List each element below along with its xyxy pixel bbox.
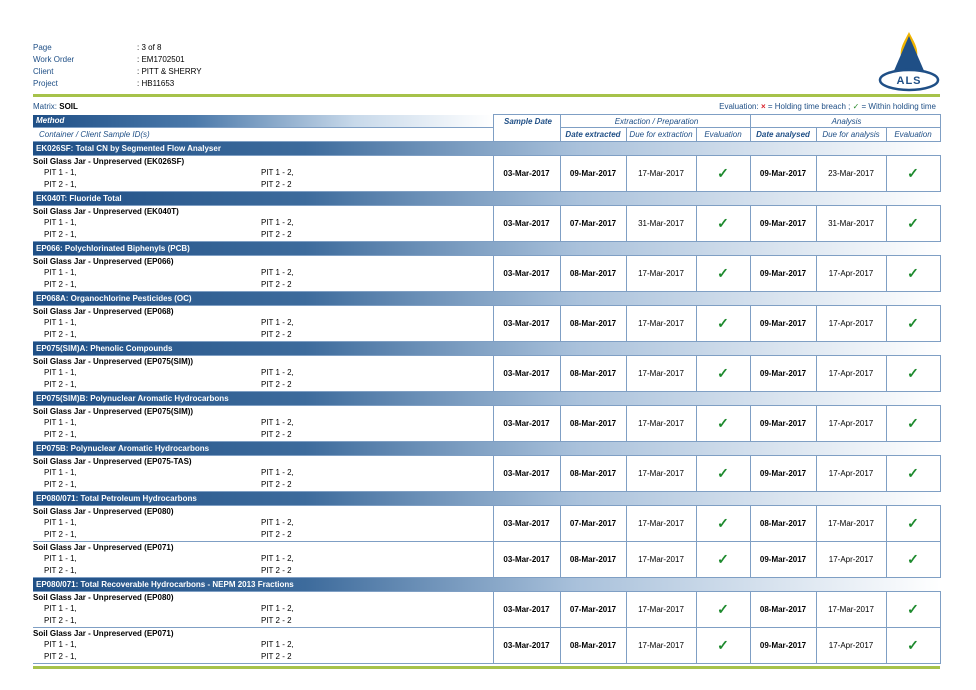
sample-id: PIT 1 - 1, <box>44 604 77 613</box>
date-extracted-cell: 08-Mar-2017 <box>560 628 626 664</box>
evaluation-cell <box>696 592 750 628</box>
method-group-row <box>33 292 940 306</box>
date-extracted-cell: 08-Mar-2017 <box>560 306 626 342</box>
sample-id: PIT 2 - 2 <box>261 430 292 439</box>
header-row-client <box>33 66 202 78</box>
sample-date-cell: 03-Mar-2017 <box>493 406 560 442</box>
sample-date-cell: 03-Mar-2017 <box>493 156 560 192</box>
date-analysed-cell: 08-Mar-2017 <box>750 592 816 628</box>
container-name: Soil Glass Jar - Unpreserved (EP080) <box>33 593 174 602</box>
sample-date-cell: 03-Mar-2017 <box>493 592 560 628</box>
sample-id-line <box>33 279 493 291</box>
sample-id: PIT 1 - 2, <box>261 518 294 527</box>
column-header-row-2 <box>33 128 940 142</box>
container-cell <box>33 306 493 342</box>
sample-id: PIT 2 - 1, <box>44 280 77 289</box>
sample-id: PIT 2 - 2 <box>261 180 292 189</box>
container-cell <box>33 456 493 492</box>
sample-date-cell: 03-Mar-2017 <box>493 356 560 392</box>
sample-id: PIT 2 - 2 <box>261 616 292 625</box>
sample-id: PIT 2 - 1, <box>44 430 77 439</box>
check-icon: ✓ <box>907 215 919 231</box>
due-extraction-header: Due for extraction <box>626 128 696 142</box>
sample-date-cell: 03-Mar-2017 <box>493 256 560 292</box>
container-cell <box>33 628 493 664</box>
date-extracted-header: Date extracted <box>560 128 626 142</box>
sample-id-line <box>33 479 493 491</box>
matrix-label <box>33 102 78 111</box>
sample-id: PIT 1 - 1, <box>44 640 77 649</box>
due-analysis-cell: 17-Mar-2017 <box>816 506 886 542</box>
check-icon: ✓ <box>852 102 860 111</box>
method-header: Method <box>33 115 493 128</box>
method-group-row <box>33 392 940 406</box>
legend-within-text: = Within holding time <box>861 102 936 111</box>
container-name: Soil Glass Jar - Unpreserved (EP066) <box>33 257 174 266</box>
sample-id-line <box>33 553 493 565</box>
sample-id: PIT 1 - 1, <box>44 268 77 277</box>
sample-id-line <box>33 229 493 241</box>
date-extracted-cell: 08-Mar-2017 <box>560 542 626 578</box>
method-group-row <box>33 242 940 256</box>
sample-row <box>33 356 940 392</box>
sample-id: PIT 1 - 2, <box>261 640 294 649</box>
evaluation-cell <box>696 206 750 242</box>
check-icon: ✓ <box>717 165 729 181</box>
container-cell <box>33 592 493 628</box>
due-analysis-cell: 17-Mar-2017 <box>816 592 886 628</box>
evaluation-cell <box>696 356 750 392</box>
date-extracted-cell: 08-Mar-2017 <box>560 356 626 392</box>
date-extracted-cell: 07-Mar-2017 <box>560 592 626 628</box>
check-icon: ✓ <box>717 601 729 617</box>
due-analysis-cell: 17-Apr-2017 <box>816 456 886 492</box>
evaluation-cell <box>696 628 750 664</box>
evaluation-cell <box>696 542 750 578</box>
evaluation-cell <box>886 592 940 628</box>
date-analysed-cell: 08-Mar-2017 <box>750 506 816 542</box>
container-cell <box>33 542 493 578</box>
header-value: : EM1702501 <box>137 54 185 66</box>
evaluation-cell <box>886 156 940 192</box>
check-icon: ✓ <box>717 365 729 381</box>
check-icon: ✓ <box>907 165 919 181</box>
due-extraction-cell: 17-Mar-2017 <box>626 156 696 192</box>
method-name: EK026SF: Total CN by Segmented Flow Analyser <box>33 142 940 156</box>
header-label: Client <box>33 67 54 76</box>
date-extracted-cell: 08-Mar-2017 <box>560 406 626 442</box>
sample-id: PIT 1 - 2, <box>261 218 294 227</box>
sample-id-line <box>33 429 493 441</box>
evaluation-cell <box>886 542 940 578</box>
evaluation-header: Evaluation <box>696 128 750 142</box>
holding-time-table <box>33 114 940 664</box>
due-analysis-cell: 17-Apr-2017 <box>816 628 886 664</box>
sample-id: PIT 2 - 2 <box>261 566 292 575</box>
evaluation-cell <box>886 628 940 664</box>
sample-id: PIT 1 - 2, <box>261 268 294 277</box>
column-header-row-1 <box>33 115 940 128</box>
method-group-row <box>33 492 940 506</box>
date-analysed-cell: 09-Mar-2017 <box>750 306 816 342</box>
method-group-row <box>33 142 940 156</box>
check-icon: ✓ <box>907 465 919 481</box>
sample-id: PIT 1 - 2, <box>261 368 294 377</box>
method-name: EP066: Polychlorinated Biphenyls (PCB) <box>33 242 940 256</box>
evaluation-cell <box>696 406 750 442</box>
check-icon: ✓ <box>907 515 919 531</box>
date-extracted-cell: 08-Mar-2017 <box>560 256 626 292</box>
header-row-page <box>33 42 202 54</box>
due-extraction-cell: 31-Mar-2017 <box>626 206 696 242</box>
sample-id-line <box>33 329 493 341</box>
container-cell <box>33 206 493 242</box>
sample-id: PIT 2 - 1, <box>44 616 77 625</box>
check-icon: ✓ <box>907 365 919 381</box>
container-cell <box>33 406 493 442</box>
container-cell <box>33 506 493 542</box>
method-name: EP080/071: Total Petroleum Hydrocarbons <box>33 492 940 506</box>
due-analysis-cell: 31-Mar-2017 <box>816 206 886 242</box>
check-icon: ✓ <box>907 601 919 617</box>
date-analysed-cell: 09-Mar-2017 <box>750 206 816 242</box>
sample-id: PIT 1 - 1, <box>44 418 77 427</box>
sample-id: PIT 2 - 1, <box>44 566 77 575</box>
container-name: Soil Glass Jar - Unpreserved (EK040T) <box>33 207 179 216</box>
sample-id-line <box>33 467 493 479</box>
sample-id: PIT 1 - 1, <box>44 168 77 177</box>
sample-row <box>33 206 940 242</box>
sample-id: PIT 2 - 2 <box>261 530 292 539</box>
check-icon: ✓ <box>717 265 729 281</box>
sample-id: PIT 2 - 1, <box>44 230 77 239</box>
evaluation-header: Evaluation <box>886 128 940 142</box>
date-extracted-cell: 07-Mar-2017 <box>560 206 626 242</box>
analysis-group-header: Analysis <box>750 115 940 128</box>
container-name: Soil Glass Jar - Unpreserved (EK026SF) <box>33 157 185 166</box>
date-analysed-cell: 09-Mar-2017 <box>750 256 816 292</box>
header-row-work-order <box>33 54 202 66</box>
extraction-group-header: Extraction / Preparation <box>560 115 750 128</box>
sample-date-cell: 03-Mar-2017 <box>493 306 560 342</box>
sample-id: PIT 1 - 1, <box>44 368 77 377</box>
method-group-row <box>33 578 940 592</box>
matrix-caption: Matrix: <box>33 102 57 111</box>
als-logo <box>878 30 940 92</box>
container-cell <box>33 356 493 392</box>
sample-id: PIT 2 - 1, <box>44 180 77 189</box>
top-rule <box>33 94 940 97</box>
sample-id-line <box>33 179 493 191</box>
method-group-row <box>33 342 940 356</box>
due-extraction-cell: 17-Mar-2017 <box>626 506 696 542</box>
sample-id-line <box>33 167 493 179</box>
check-icon: ✓ <box>907 265 919 281</box>
legend-prefix: Evaluation: <box>719 102 759 111</box>
evaluation-cell <box>696 156 750 192</box>
sample-id: PIT 2 - 1, <box>44 652 77 661</box>
container-cell <box>33 156 493 192</box>
sample-id: PIT 1 - 2, <box>261 318 294 327</box>
method-group-row <box>33 192 940 206</box>
container-name: Soil Glass Jar - Unpreserved (EP075(SIM)) <box>33 357 194 366</box>
date-analysed-cell: 09-Mar-2017 <box>750 628 816 664</box>
header-value: : PITT & SHERRY <box>137 66 202 78</box>
sample-date-cell: 03-Mar-2017 <box>493 506 560 542</box>
evaluation-cell <box>886 206 940 242</box>
sample-date-cell: 03-Mar-2017 <box>493 542 560 578</box>
check-icon: ✓ <box>717 551 729 567</box>
method-group-row <box>33 442 940 456</box>
sample-id-line <box>33 217 493 229</box>
sample-row <box>33 506 940 542</box>
evaluation-cell <box>696 306 750 342</box>
header-value: : HB11653 <box>137 78 174 90</box>
sample-date-cell: 03-Mar-2017 <box>493 456 560 492</box>
evaluation-cell <box>696 456 750 492</box>
sample-id-line <box>33 367 493 379</box>
sample-id: PIT 1 - 1, <box>44 468 77 477</box>
sample-id: PIT 2 - 2 <box>261 652 292 661</box>
sample-row <box>33 406 940 442</box>
method-name: EP075B: Polynuclear Aromatic Hydrocarbons <box>33 442 940 456</box>
container-header: Container / Client Sample ID(s) <box>33 128 493 142</box>
header-label: Page <box>33 43 52 52</box>
check-icon: ✓ <box>907 551 919 567</box>
sample-id-line <box>33 651 493 663</box>
container-name: Soil Glass Jar - Unpreserved (EP071) <box>33 629 174 638</box>
sample-id: PIT 2 - 2 <box>261 380 292 389</box>
due-analysis-cell: 17-Apr-2017 <box>816 542 886 578</box>
sample-id: PIT 1 - 2, <box>261 554 294 563</box>
sample-id: PIT 2 - 2 <box>261 480 292 489</box>
sample-id: PIT 2 - 1, <box>44 380 77 389</box>
sample-row <box>33 256 940 292</box>
evaluation-cell <box>886 256 940 292</box>
evaluation-cell <box>696 256 750 292</box>
date-analysed-cell: 09-Mar-2017 <box>750 542 816 578</box>
due-analysis-cell: 23-Mar-2017 <box>816 156 886 192</box>
sample-id-line <box>33 639 493 651</box>
sample-id: PIT 1 - 2, <box>261 468 294 477</box>
sample-row <box>33 542 940 578</box>
date-analysed-cell: 09-Mar-2017 <box>750 356 816 392</box>
logo-text: ALS <box>896 75 922 87</box>
sample-id-line <box>33 417 493 429</box>
date-extracted-cell: 09-Mar-2017 <box>560 156 626 192</box>
sample-id-line <box>33 565 493 577</box>
container-cell <box>33 256 493 292</box>
sample-date-cell: 03-Mar-2017 <box>493 628 560 664</box>
header-label: Work Order <box>33 55 75 64</box>
due-extraction-cell: 17-Mar-2017 <box>626 406 696 442</box>
breach-icon: × <box>760 102 766 111</box>
check-icon: ✓ <box>717 465 729 481</box>
method-name: EP080/071: Total Recoverable Hydrocarbons - NEPM 2013 Fractions <box>33 578 940 592</box>
method-name: EP068A: Organochlorine Pesticides (OC) <box>33 292 940 306</box>
due-extraction-cell: 17-Mar-2017 <box>626 542 696 578</box>
container-name: Soil Glass Jar - Unpreserved (EP071) <box>33 543 174 552</box>
sample-id-line <box>33 517 493 529</box>
due-extraction-cell: 17-Mar-2017 <box>626 256 696 292</box>
due-analysis-cell: 17-Apr-2017 <box>816 406 886 442</box>
sample-id: PIT 1 - 2, <box>261 604 294 613</box>
date-analysed-header: Date analysed <box>750 128 816 142</box>
sample-id: PIT 1 - 2, <box>261 418 294 427</box>
method-name: EK040T: Fluoride Total <box>33 192 940 206</box>
sample-row <box>33 592 940 628</box>
due-extraction-cell: 17-Mar-2017 <box>626 592 696 628</box>
sample-id-line <box>33 317 493 329</box>
date-extracted-cell: 08-Mar-2017 <box>560 456 626 492</box>
due-extraction-cell: 17-Mar-2017 <box>626 456 696 492</box>
date-analysed-cell: 09-Mar-2017 <box>750 406 816 442</box>
sample-id: PIT 2 - 1, <box>44 480 77 489</box>
date-analysed-cell: 09-Mar-2017 <box>750 156 816 192</box>
sample-id: PIT 2 - 2 <box>261 230 292 239</box>
container-name: Soil Glass Jar - Unpreserved (EP080) <box>33 507 174 516</box>
evaluation-cell <box>696 506 750 542</box>
sample-id: PIT 1 - 2, <box>261 168 294 177</box>
evaluation-cell <box>886 306 940 342</box>
sample-id-line <box>33 603 493 615</box>
sample-row <box>33 156 940 192</box>
sample-id: PIT 2 - 2 <box>261 330 292 339</box>
evaluation-cell <box>886 356 940 392</box>
sample-row <box>33 456 940 492</box>
sample-date-cell: 03-Mar-2017 <box>493 206 560 242</box>
due-analysis-cell: 17-Apr-2017 <box>816 256 886 292</box>
method-name: EP075(SIM)B: Polynuclear Aromatic Hydrocarbons <box>33 392 940 406</box>
sample-id: PIT 1 - 1, <box>44 318 77 327</box>
method-name: EP075(SIM)A: Phenolic Compounds <box>33 342 940 356</box>
check-icon: ✓ <box>717 637 729 653</box>
check-icon: ✓ <box>717 315 729 331</box>
sample-id: PIT 2 - 2 <box>261 280 292 289</box>
bottom-rule <box>33 666 940 669</box>
sample-id-line <box>33 615 493 627</box>
check-icon: ✓ <box>717 415 729 431</box>
header-label: Project <box>33 79 58 88</box>
header-value: : 3 of 8 <box>137 42 161 54</box>
sample-id: PIT 2 - 1, <box>44 530 77 539</box>
check-icon: ✓ <box>907 315 919 331</box>
container-name: Soil Glass Jar - Unpreserved (EP075-TAS) <box>33 457 192 466</box>
check-icon: ✓ <box>717 215 729 231</box>
sample-id: PIT 2 - 1, <box>44 330 77 339</box>
sample-id-line <box>33 529 493 541</box>
sample-id: PIT 1 - 1, <box>44 218 77 227</box>
evaluation-cell <box>886 406 940 442</box>
sample-row <box>33 306 940 342</box>
date-analysed-cell: 09-Mar-2017 <box>750 456 816 492</box>
sample-id-line <box>33 379 493 391</box>
sample-row <box>33 628 940 664</box>
evaluation-cell <box>886 506 940 542</box>
due-analysis-cell: 17-Apr-2017 <box>816 306 886 342</box>
container-name: Soil Glass Jar - Unpreserved (EP068) <box>33 307 174 316</box>
legend-breach-text: = Holding time breach ; <box>767 102 851 111</box>
check-icon: ✓ <box>907 637 919 653</box>
due-analysis-cell: 17-Apr-2017 <box>816 356 886 392</box>
report-header <box>33 42 202 90</box>
check-icon: ✓ <box>907 415 919 431</box>
due-extraction-cell: 17-Mar-2017 <box>626 356 696 392</box>
due-extraction-cell: 17-Mar-2017 <box>626 628 696 664</box>
due-analysis-header: Due for analysis <box>816 128 886 142</box>
evaluation-legend <box>719 102 936 111</box>
check-icon: ✓ <box>717 515 729 531</box>
sample-id: PIT 1 - 1, <box>44 554 77 563</box>
container-name: Soil Glass Jar - Unpreserved (EP075(SIM)) <box>33 407 194 416</box>
sample-id-line <box>33 267 493 279</box>
due-extraction-cell: 17-Mar-2017 <box>626 306 696 342</box>
date-extracted-cell: 07-Mar-2017 <box>560 506 626 542</box>
sample-id: PIT 1 - 1, <box>44 518 77 527</box>
matrix-value: SOIL <box>59 102 78 111</box>
sample-date-header: Sample Date <box>493 115 560 142</box>
header-row-project <box>33 78 202 90</box>
evaluation-cell <box>886 456 940 492</box>
